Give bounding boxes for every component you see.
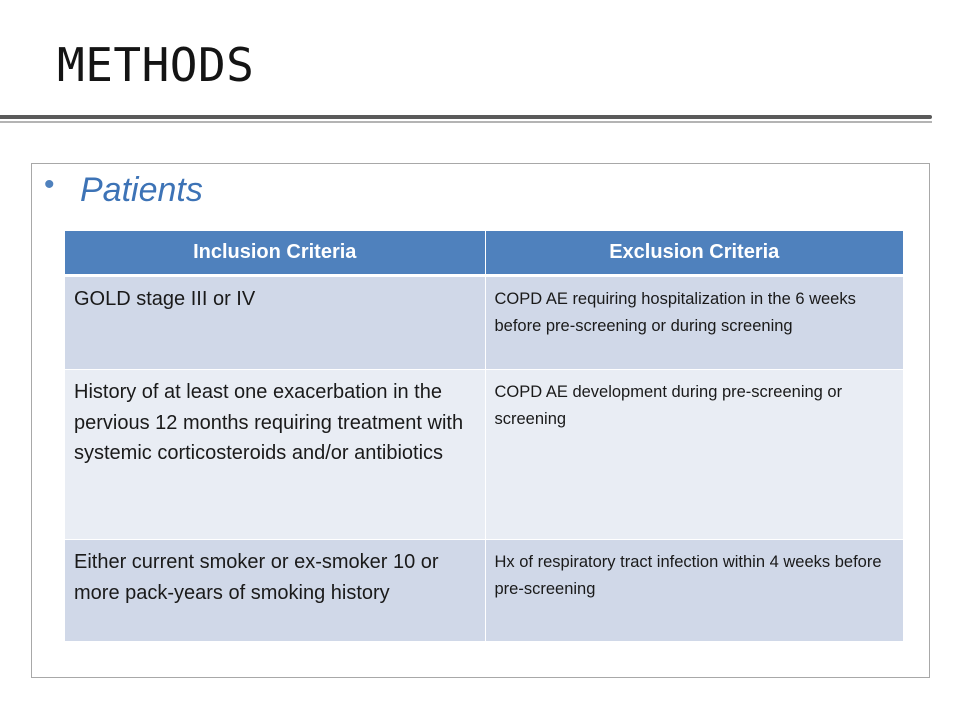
bullet-marker: •: [44, 168, 55, 201]
table-header-row: [65, 231, 903, 276]
inclusion-cell: History of at least one exacerbation in the pervious 12 months requiring treatment with systemic corticosteroids and/or antibiotics: [65, 370, 485, 540]
title-divider-shadow: [0, 121, 932, 123]
exclusion-cell: Hx of respiratory tract infection within 4 weeks before pre-screening: [485, 540, 903, 642]
title-divider: [0, 115, 932, 119]
exclusion-header: Exclusion Criteria: [485, 231, 903, 276]
table-row: [65, 540, 903, 642]
table-row: [65, 370, 903, 540]
inclusion-header: Inclusion Criteria: [65, 231, 485, 276]
inclusion-cell: GOLD stage III or IV: [65, 276, 485, 370]
criteria-table: [65, 231, 903, 642]
slide-title: METHODS: [57, 38, 255, 92]
inclusion-cell: Either current smoker or ex-smoker 10 or more pack-years of smoking history: [65, 540, 485, 642]
exclusion-cell: COPD AE requiring hospitalization in the 6 weeks before pre-screening or during screening: [485, 276, 903, 370]
section-heading: Patients: [80, 171, 203, 209]
table-row: [65, 276, 903, 370]
exclusion-cell: COPD AE development during pre-screening or screening: [485, 370, 903, 540]
